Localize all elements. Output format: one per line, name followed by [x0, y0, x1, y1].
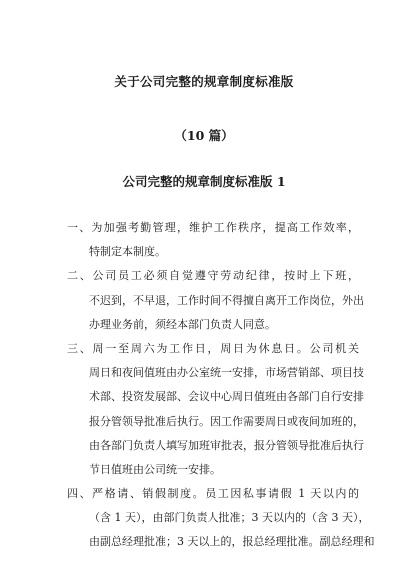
paragraph-line: 由各部门负责人填写加班审批表，报分管领导批准后执行	[89, 438, 364, 452]
paragraph-line: 二、公司员工必须自觉遵守劳动纪律，按时上下班，	[67, 269, 359, 283]
paragraph-line: 一、为加强考勤管理，维护工作秩序，提高工作效率，	[67, 221, 359, 234]
paragraph-line: 四、严格请、销假制度。员工因私事请假 1 天以内的	[67, 487, 359, 501]
document-body	[67, 216, 375, 555]
paragraph-line: 不迟到，不早退，工作时间不得擅自离开工作岗位，外出	[89, 293, 364, 307]
section-title: 公司完整的规章制度标准版 1	[122, 174, 286, 189]
paragraph-line: 由副总经理批准；3 天以上的，报总经理批准。副总经理和	[89, 535, 375, 549]
paragraph-line: 节日值班由公司统一安排。	[89, 462, 221, 476]
paragraph-line: 周日和夜间值班由办公室统一安排，市场营销部、项目技	[89, 366, 364, 380]
paragraph-line: 术部、投资发展部、会议中心周日值班由各部门自行安排	[89, 390, 364, 404]
paragraph-line: 三、周一至周六为工作日，周日为休息日。公司机关	[67, 341, 359, 355]
document-count: （10 篇）	[174, 128, 234, 143]
paragraph-line: （含 1 天），由部门负责人批准；3 天以内的（含 3 天），	[89, 511, 370, 525]
paragraph-line: 办理业务前，须经本部门负责人同意。	[89, 317, 276, 331]
paragraph-line: 特制定本制度。	[89, 245, 166, 259]
paragraph-line: 报分管领导批准后执行。因工作需要周日或夜间加班的，	[89, 414, 364, 428]
document-title: 关于公司完整的规章制度标准版	[114, 74, 294, 89]
